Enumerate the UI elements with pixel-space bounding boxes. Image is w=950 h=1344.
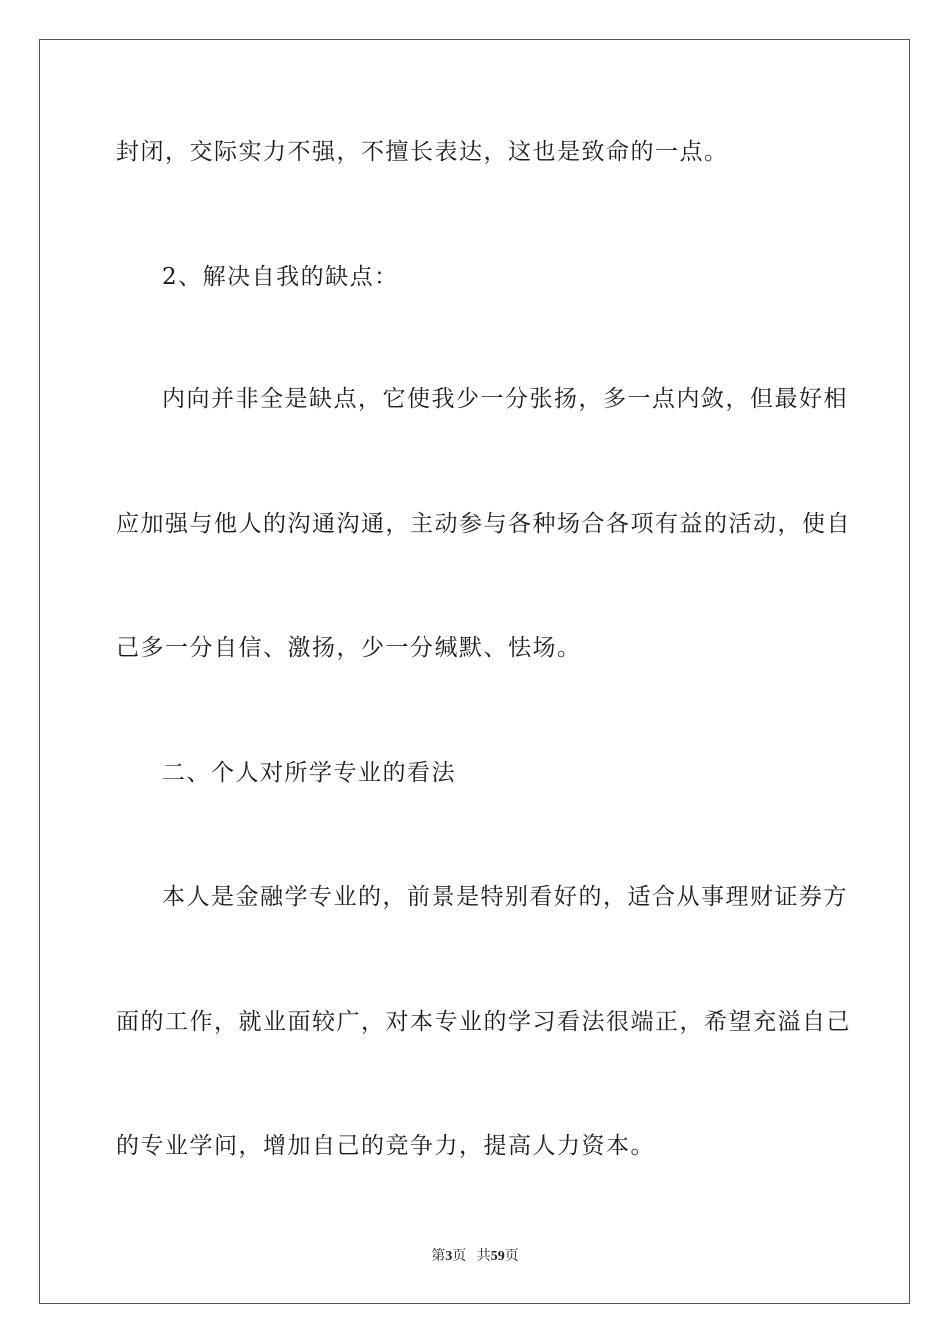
footer-total-suffix: 页 [504, 1249, 519, 1264]
paragraph-line-4: 己多一分自信、激扬，少一分缄默、怯场。 [116, 635, 582, 661]
paragraph-line-7: 的专业学问，增加自己的竞争力，提高人力资本。 [116, 1133, 655, 1159]
section-subheading: 2、解决自我的缺点： [162, 264, 399, 290]
footer-total-pages: 59 [490, 1249, 505, 1264]
footer-page-number: 3 [445, 1249, 453, 1264]
page-frame [39, 39, 910, 1304]
paragraph-line-3: 应加强与他人的沟通沟通，主动参与各种场合各项有益的活动，使自 [116, 511, 851, 537]
footer-page-prefix: 第 [431, 1249, 446, 1264]
paragraph-line-6: 面的工作，就业面较广，对本专业的学习看法很端正，希望充溢自己 [116, 1009, 851, 1035]
page-footer [0, 1248, 950, 1266]
paragraph-line-2: 内向并非全是缺点，它使我少一分张扬，多一点内敛，但最好相 [162, 386, 848, 412]
paragraph-line-5: 本人是金融学专业的，前景是特别看好的，适合从事理财证券方 [162, 884, 848, 910]
paragraph-line-1: 封闭，交际实力不强，不擅长表达，这也是致命的一点。 [116, 139, 729, 165]
footer-page-suffix: 页 [452, 1249, 467, 1264]
section-heading: 二、个人对所学专业的看法 [162, 760, 456, 786]
footer-total-prefix: 共 [476, 1249, 491, 1264]
